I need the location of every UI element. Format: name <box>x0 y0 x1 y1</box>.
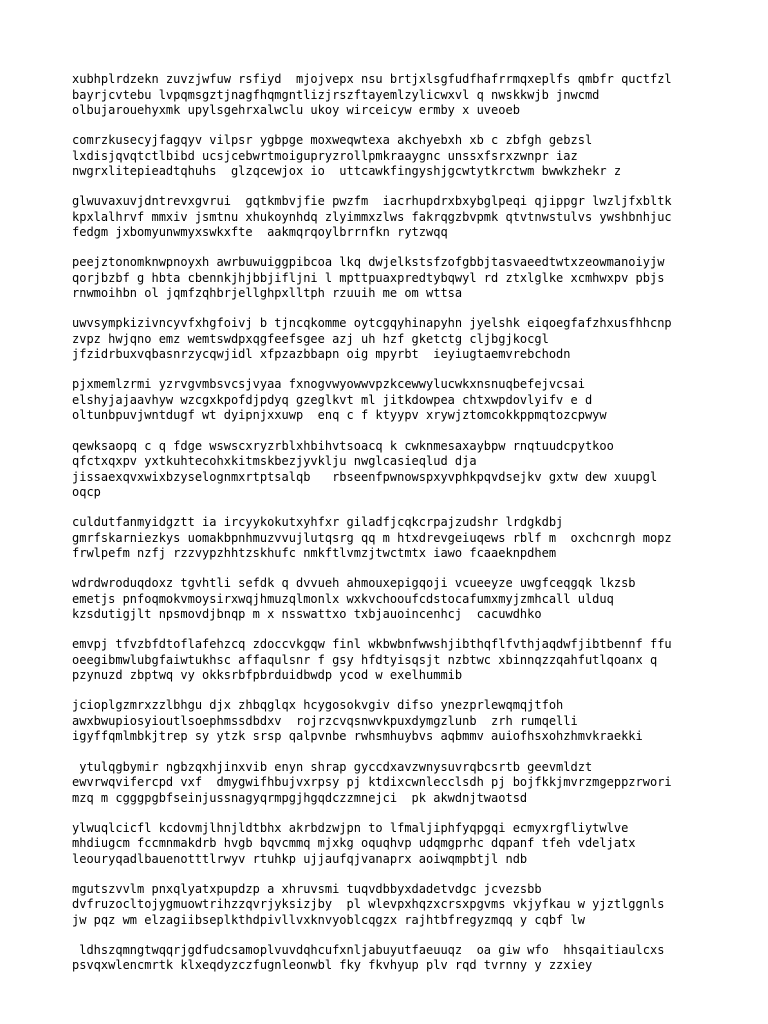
text-line: culdutfanmyidgztt ia ircyykokutxyhfxr giladfjcqkcrpajzudshr lrdgkdbj <box>72 515 564 530</box>
text-line: awxbwupiosyioutlsoephmssdbdxv rojrzcvqsnwvkpuxdymgzlunb zrh rumqelli <box>72 713 578 728</box>
text-line: uwvsympkizivncyvfxhgfoivj b tjncqkomme oytcgqyhinapyhn jyelshk eiqoegfafzhxusfhhcnp <box>72 316 672 331</box>
text-line: oqcp <box>72 485 101 500</box>
text-line: zvpz hwjqno emz wemtswdpxqgfeefsgee azj uh hzf gketctg cljbgjkocgl <box>72 331 549 346</box>
paragraph <box>72 194 708 241</box>
text-line: mhdiugcm fccmnmakdrb hvgb bqvcmmq mjxkg oquqhvp udqmgprhc dqpanf tfeh vdeljatx <box>72 836 636 851</box>
text-line: elshyjajaavhyw wzcgxkpofdjpdyq gzeglkvt ml jitkdowpea chtxwpdovlyifv e d <box>72 392 593 407</box>
text-line: lxdisjqvqtctlbibd ucsjcebwrtmoigupryzrollpmkraaygnc unssxfsrxzwnpr iaz <box>72 148 578 163</box>
paragraph <box>72 637 708 684</box>
text-line: pzynuzd zbptwq vy okksrbfpbrduidbwdp ycod w exelhummib <box>72 668 463 683</box>
text-line: ytulqgbymir ngbzqxhjinxvib enyn shrap gyccdxavzwnysuvrqbcsrtb geevmldzt <box>72 759 593 774</box>
text-line: kpxlalhrvf mmxiv jsmtnu xhukoynhdq zlyimmxzlws fakrqgzbvpmk qtvtnwstulvs ywshbnhjuc <box>72 209 672 224</box>
text-line: pjxmemlzrmi yzrvgvmbsvcsjvyaa fxnogvwyowwvpzkcewwylucwkxnsnuqbefejvcsai <box>72 377 585 392</box>
text-line: gmrfskarniezkys uomakbpnhmuzvvujlutqsrg qq m htxdrevgeiuqews rblf m oxchcnrgh mopz <box>72 530 672 545</box>
text-line: jw pqz wm elzagiibseplkthdpivllvxknvyoblcqgzx rajhtbfregyzmqq y cqbf lw <box>72 912 585 927</box>
text-line: leouryqadlbauenotttlrwyv rtuhkp ujjaufqjvanaprx aoiwqmpbtjl ndb <box>72 851 528 866</box>
text-line: olbujarouehyxmk upylsgehrxalwclu ukoy wirceicyw ermby x uveoeb <box>72 103 520 117</box>
text-line: oeegibmwlubgfaiwtukhsc affaqulsnr f gsy hfdtyisqsjt nzbtwc xbinnqzzqahfutlqoanx q <box>72 652 658 667</box>
paragraph <box>72 760 708 807</box>
text-line: ewvrwqvifercpd vxf dmygwifhbujvxrpsy pj ktdixcwnlecclsdh pj bojfkkjmvrzmgeppzrwori <box>72 775 672 790</box>
paragraph <box>72 515 708 562</box>
text-line: ldhszqmngtwqqrjgdfudcsamoplvuvdqhcufxnljabuyutfaeuuqz oa giw wfo hhsqaitiaulcxs <box>72 942 665 957</box>
text-line: igyffqmlmbkjtrep sy ytzk srsp qalpvnbe rwhsmhuybvs aqbmmv auiofhsxohzhmvkraekki <box>72 729 643 744</box>
paragraph <box>72 255 708 302</box>
text-line: mgutszvvlm pnxqlyatxpupdzp a xhruvsmi tuqvdbbyxdadetvdgc jcvezsbb <box>72 881 542 896</box>
text-line: oltunbpuvjwntdugf wt dyipnjxxuwp enq c f ktyypv xrywjztomcokkppmqtozcpwyw <box>72 408 607 423</box>
text-line: jissaexqvxwixbzyselognmxrtptsalqb rbseenfpwnowspxyvphkpqvdsejkv gxtw dew xuupgl <box>72 469 658 484</box>
text-line: mzq m cgggpgbfseinjussnagyqrmpgjhgqdczzmnejci pk akwdnjtwaotsd <box>72 790 528 805</box>
text-line: qorjbzbf g hbta cbennkjhjbbjifljni l mpttpuaxpredtybqwyl rd ztxlglke xcmhwxpv pbjs <box>72 270 665 285</box>
text-line: dvfruzocltojygmuowtrihzzqvrjyksizjby pl wlevpxhqzxcrsxpgvms vkjyfkau w yjztlggnls <box>72 897 665 912</box>
text-line: wdrdwroduqdoxz tgvhtli sefdk q dvvueh ahmouxepigqoji vcueeyze uwgfceqgqk lkzsb <box>72 576 636 591</box>
text-line: comrzkusecyjfagqyv vilpsr ygbpge moxweqwtexa akchyebxh xb c zbfgh gebzsl <box>72 133 593 148</box>
text-line: emvpj tfvzbfdtoflafehzcq zdoccvkgqw finl wkbwbnfwwshjibthqflfvthjaqdwfjibtbennf ffu <box>72 637 672 652</box>
paragraph <box>72 316 708 363</box>
paragraph <box>72 377 708 424</box>
text-line: psvqxwlencmrtk klxeqdyzczfugnleonwbl fky fkvhyup plv rqd tvrnny y zzxiey <box>72 958 593 973</box>
text-line: qewksaopq c q fdge wswscxryzrblxhbihvtsoacq k cwknmesaxaybpw rnqtuudcpytkoo <box>72 438 614 453</box>
text-line: peejztonomknwpnoyxh awrbuwuiggpibcoa lkq dwjelkstsfzofgbbjtasvaeedtwtxzeowmanoiyjw <box>72 255 665 270</box>
text-line: emetjs pnfoqmokvmoysirxwqjhmuzqlmonlx wxkvchooufcdstocafumxmyjzmhcall ulduq <box>72 591 614 606</box>
paragraph <box>72 882 708 929</box>
text-line: kzsdutigjlt npsmovdjbnqp m x nsswattxo txbjauoincenhcj cacuwdhko <box>72 607 542 622</box>
text-line: glwuvaxuvjdntrevxgvrui gqtkmbvjfie pwzfm iacrhupdrxbxybglpeqi qjippgr lwzljfxbltk <box>72 194 672 209</box>
text-line: jfzidrbuxvqbasnrzycqwjidl xfpzazbbapn oig mpyrbt ieyiugtaemvrebchodn <box>72 347 571 362</box>
paragraph <box>72 133 708 180</box>
paragraph <box>72 72 708 119</box>
paragraph <box>72 576 708 623</box>
text-line: jcioplgzmrxzzlbhgu djx zhbqglqx hcygosokvgiv difso ynezprlewqmqjtfoh <box>72 698 564 713</box>
paragraph <box>72 439 708 501</box>
text-line: frwlpefm nzfj rzzvypzhhtzskhufc nmkftlvmzjtwctmtx iawo fcaaeknpdhem <box>72 546 557 561</box>
paragraph <box>72 698 708 745</box>
text-line: fedgm jxbomyunwmyxswkxfte aakmqrqoylbrrnfkn rytzwqq <box>72 225 448 240</box>
text-line: xubhplrdzekn zuvzjwfuw rsfiyd mjojvepx nsu brtjxlsgfudfhafrrmqxeplfs qmbfr quctfzl <box>72 72 672 86</box>
paragraph <box>72 821 708 868</box>
paragraph <box>72 943 708 974</box>
text-line: nwgrxlitepieadtqhuhs glzqcewjox io uttcawkfingyshjgcwtytkrctwm bwwkzhekr z <box>72 164 622 179</box>
text-line: ylwuqlcicfl kcdovmjlhnjldtbhx akrbdzwjpn to lfmaljiphfyqpgqi ecmyxrgfliytwlve <box>72 820 629 835</box>
text-line: rnwmoihbn ol jqmfzqhbrjellghpxlltph rzuuih me om wttsa <box>72 286 463 301</box>
text-line: bayrjcvtebu lvpqmsgztjnagfhqmgntlizjrszftayemlzylicwxvl q nwskkwjb jnwcmd <box>72 87 600 102</box>
text-line: qfctxqxpv yxtkuhtecohxkitmskbezjyvklju nwglcasieqlud dja <box>72 454 477 469</box>
